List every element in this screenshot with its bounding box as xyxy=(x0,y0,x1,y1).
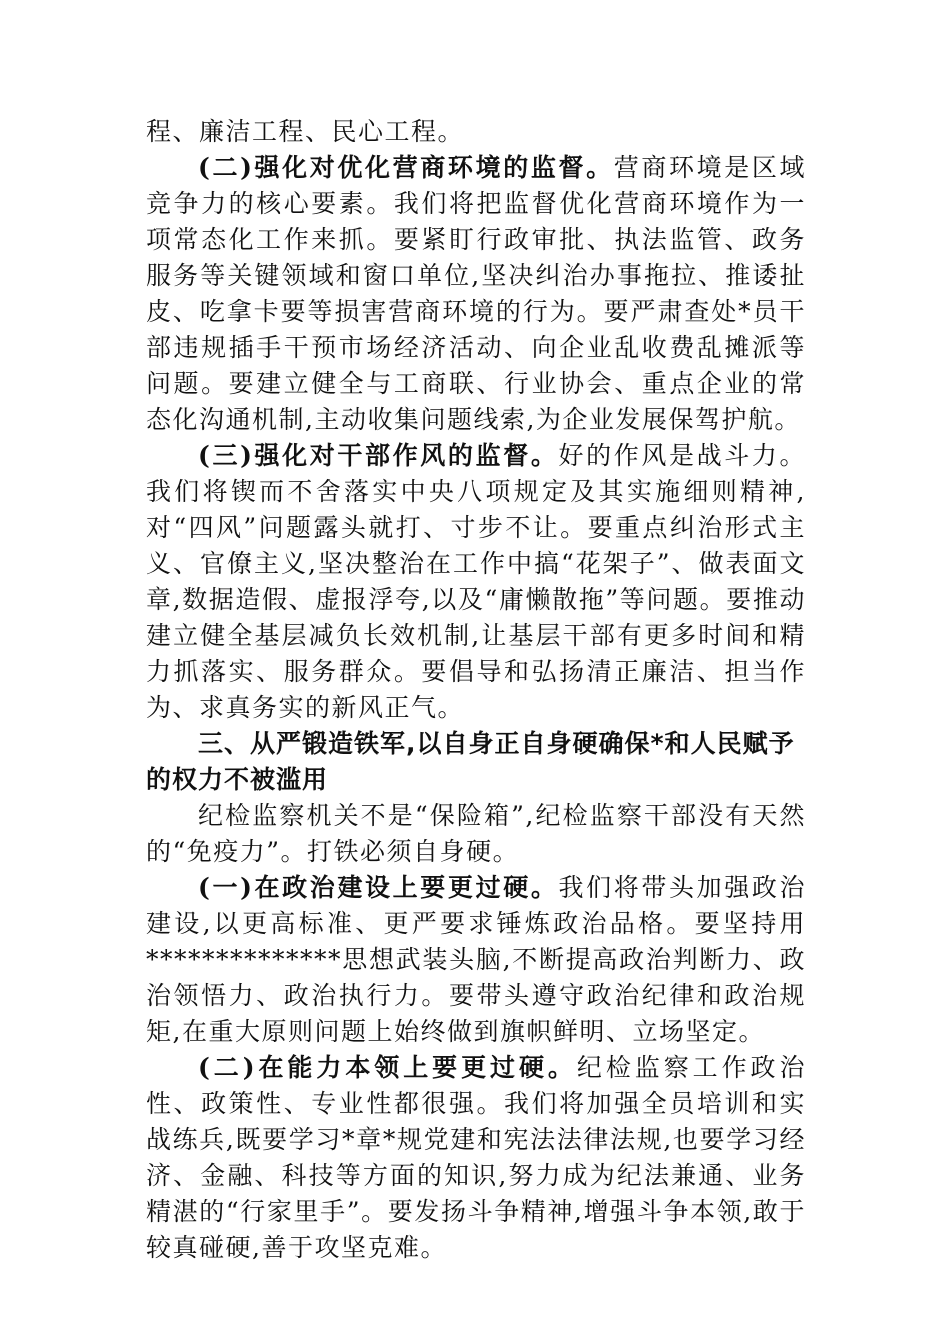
paragraph-continuation xyxy=(146,114,806,150)
document-page xyxy=(146,114,806,1266)
paragraph-text: 纪检监察机关不是“保险箱”,纪检监察干部没有天然的“免疫力”。打铁必须自身硬。 xyxy=(146,801,806,866)
paragraph-cadre-style xyxy=(146,438,806,726)
paragraph-capability xyxy=(146,1050,806,1266)
paragraph-intro xyxy=(146,798,806,870)
paragraph-text: 我们将带头加强政治建设,以更高标准、更严要求锤炼政治品格。要坚持用**************思想武装头脑,不断提高政治判断力、政治领悟力、政治执行力。要带头遵守政治纪律和政治规矩,在重大原则问题上始终做到旗帜鲜明、立场坚定。 xyxy=(146,873,806,1046)
paragraph-lead: (一)在政治建设上要更过硬。 xyxy=(198,873,559,902)
section-heading: 三、从严锻造铁军,以自身正自身硬确保*和人民赋予的权力不被滥用 xyxy=(146,729,795,794)
paragraph-lead: (二)在能力本领上要更过硬。 xyxy=(198,1053,577,1082)
paragraph-lead: (三)强化对干部作风的监督。 xyxy=(198,441,559,470)
paragraph-text: 程、廉洁工程、民心工程。 xyxy=(146,117,465,146)
paragraph-text: 营商环境是区域竞争力的核心要素。我们将把监督优化营商环境作为一项常态化工作来抓。要紧盯行政审批、执法监管、政务服务等关键领域和窗口单位,坚决纠治办事拖拉、推诿扯皮、吃拿卡要等损害营商环境的行为。要严肃查处*员干部违规插手干预市场经济活动、向企业乱收费乱摊派等问题。要建立健全与工商联、行业协会、重点企业的常态化沟通机制,主动收集问题线索,为企业发展保驾护航。 xyxy=(146,153,806,434)
paragraph-political-building xyxy=(146,870,806,1050)
paragraph-text: 好的作风是战斗力。我们将锲而不舍落实中央八项规定及其实施细则精神,对“四风”问题露头就打、寸步不让。要重点纠治形式主义、官僚主义,坚决整治在工作中搞“花架子”、做表面文章,数据造假、虚报浮夸,以及“庸懒散拖”等问题。要推动建立健全基层减负长效机制,让基层干部有更多时间和精力抓落实、服务群众。要倡导和弘扬清正廉洁、担当作为、求真务实的新风正气。 xyxy=(146,441,806,722)
paragraph-lead: (二)强化对优化营商环境的监督。 xyxy=(198,153,614,182)
paragraph-business-environment xyxy=(146,150,806,438)
paragraph-text: 纪检监察工作政治性、政策性、专业性都很强。我们将加强全员培训和实战练兵,既要学习*章*规党建和宪法法律法规,也要学习经济、金融、科技等方面的知识,努力成为纪法兼通、业务精湛的“行家里手”。要发扬斗争精神,增强斗争本领,敢于较真碰硬,善于攻坚克难。 xyxy=(146,1053,806,1262)
